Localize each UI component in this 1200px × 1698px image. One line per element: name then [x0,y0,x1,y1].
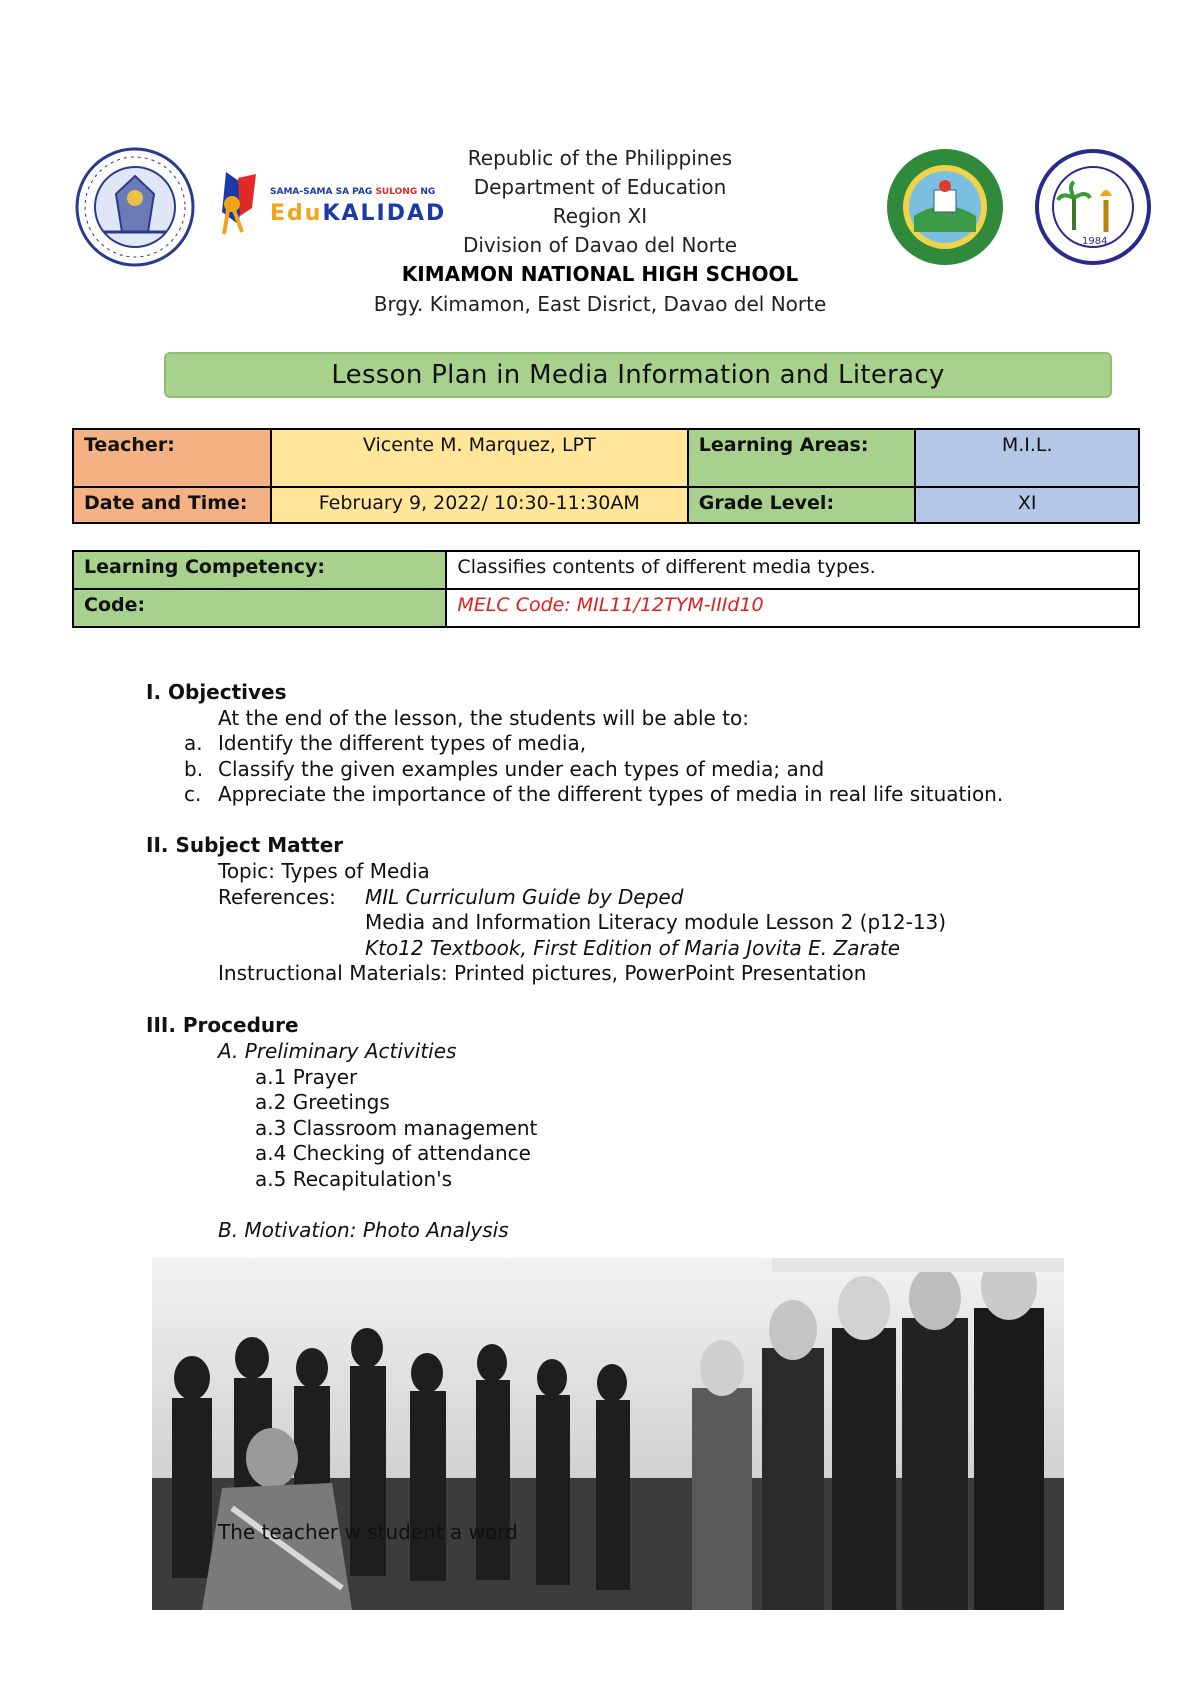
objective-item-a: Identify the different types of media, [218,731,587,755]
header-line-region: Region XI [552,204,648,228]
objectives-intro: At the end of the lesson, the students will be able to: [218,706,750,730]
step-prayer: a.1 Prayer [255,1065,358,1089]
seal-year: 1984 [1082,236,1108,247]
subject-matter-heading: II. Subject Matter [146,833,344,857]
procedure-heading: III. Procedure [146,1013,299,1037]
school-name: KIMAMON NATIONAL HIGH SCHOOL [401,262,799,286]
svg-text:SAMA-SAMA SA PAG SULONG NG: SAMA-SAMA SA PAG SULONG NG [270,187,436,197]
grade-level-label: Grade Level: [688,487,916,523]
instructional-materials: Instructional Materials: Printed pictures, PowerPoint Presentation [218,961,867,985]
header-line-department: Department of Education [473,175,727,199]
learning-competency-value: Classifies contents of different media types. [446,551,1139,589]
info-table [72,428,1140,524]
objective-marker-a: a. [184,731,203,755]
motivation-photo-analysis: B. Motivation: Photo Analysis [218,1218,509,1242]
code-label: Code: [73,589,446,627]
grade-level-value: XI [915,487,1139,523]
learning-areas-label: Learning Areas: [688,429,916,487]
date-time-value: February 9, 2022/ 10:30-11:30AM [271,487,688,523]
objective-item-c: Appreciate the importance of the different types of media in real life situation. [218,782,1004,806]
step-recapitulation: a.5 Recapitulation's [255,1167,453,1191]
press-photo-image [152,1258,1064,1610]
reference-2: Media and Information Literacy module Lesson 2 (p12-13) [365,910,947,934]
lesson-plan-title: Lesson Plan in Media Information and Literacy [164,352,1112,398]
reference-3: Kto12 Textbook, First Edition of Maria Jovita E. Zarate [365,936,901,960]
svg-text:EduKALIDAD: EduKALIDAD [270,201,447,226]
photo-caption: The teacher w student a word [218,1520,518,1544]
references-label: References: [218,885,336,909]
reference-1: MIL Curriculum Guide by Deped [365,885,684,909]
school-address: Brgy. Kimamon, East Disrict, Davao del Norte [373,292,827,316]
teacher-label: Teacher: [73,429,271,487]
header-line-republic: Republic of the Philippines [467,146,733,170]
objectives-heading: I. Objectives [146,680,287,704]
melc-code-value: MELC Code: MIL11/12TYM-IIId10 [446,589,1139,627]
topic-line: Topic: Types of Media [218,859,430,883]
preliminary-activities: A. Preliminary Activities [218,1039,457,1063]
competency-table [72,550,1140,628]
objective-marker-b: b. [184,757,204,781]
teacher-value: Vicente M. Marquez, LPT [271,429,688,487]
learning-competency-label: Learning Competency: [73,551,446,589]
date-time-label: Date and Time: [73,487,271,523]
step-classroom-management: a.3 Classroom management [255,1116,538,1140]
header-line-division: Division of Davao del Norte [462,233,738,257]
step-attendance: a.4 Checking of attendance [255,1141,531,1165]
objective-item-b: Classify the given examples under each types of media; and [218,757,825,781]
learning-areas-value: M.I.L. [915,429,1139,487]
step-greetings: a.2 Greetings [255,1090,390,1114]
objective-marker-c: c. [184,782,202,806]
